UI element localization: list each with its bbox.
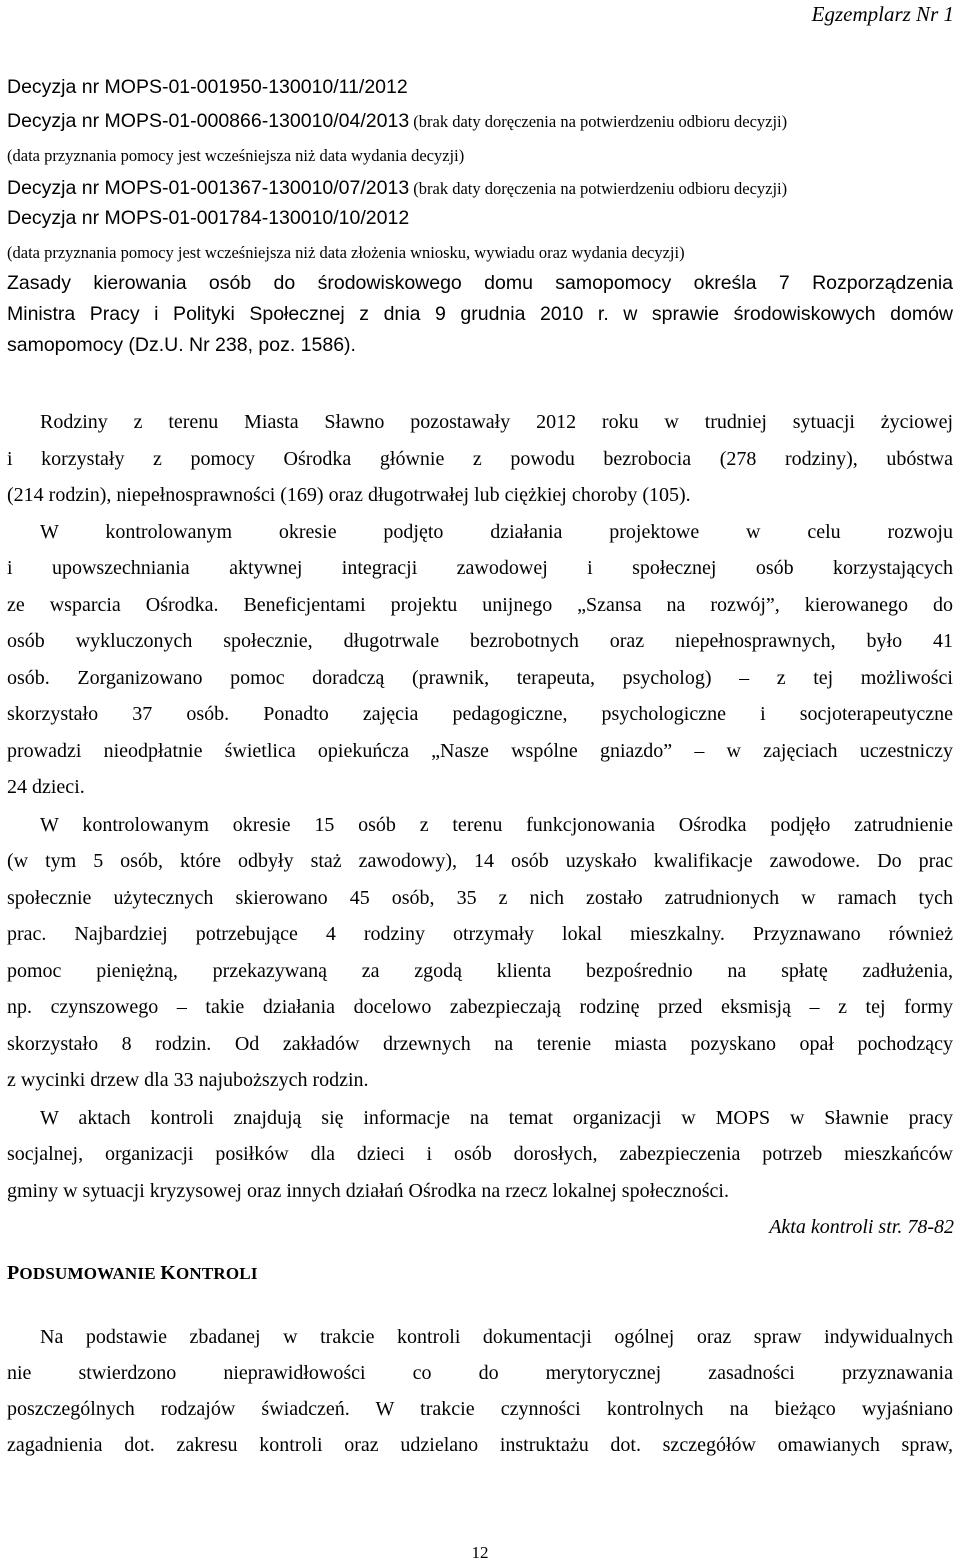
- text-line: W kontrolowanym okresie podjęto działania projektowe w celu rozwoju: [40, 521, 953, 543]
- page-number: 12: [471, 1543, 489, 1562]
- title-initial: K: [160, 1262, 176, 1284]
- section-title: [7, 1262, 258, 1285]
- decision-line-6: [7, 243, 685, 263]
- text-line: prac. Najbardziej potrzebujące 4 rodziny otrzymały lokal mieszkalny. Przyznawano również: [7, 923, 953, 945]
- text-line: 24 dzieci.: [7, 776, 85, 798]
- text-line: samopomocy (Dz.U. Nr 238, poz. 1586).: [7, 334, 356, 356]
- title-part: ODSUMOWANIE: [19, 1264, 161, 1283]
- copy-label: Egzemplarz Nr 1: [811, 2, 954, 26]
- text-line: socjalnej, organizacji posiłków dla dzieci i osób dorosłych, zabezpieczenia potrzeb mieszkańców: [7, 1143, 953, 1165]
- decision-note: (data przyznania pomocy jest wcześniejsza niż data wydania decyzji): [7, 146, 465, 165]
- decision-number: Decyzja nr MOPS-01-001367-130010/07/2013: [7, 177, 410, 199]
- text-line: skorzystało 8 rodzin. Od zakładów drzewnych na terenie miasta pozyskano opał pochodzący: [7, 1033, 953, 1055]
- decision-note: (brak daty doręczenia na potwierdzeniu odbioru decyzji): [409, 179, 788, 198]
- text-line: W aktach kontroli znajdują się informacje na temat organizacji w MOPS w Sławnie pracy: [40, 1107, 953, 1129]
- text-line: społecznie użytecznych skierowano 45 osób, 35 z nich zostało zatrudnionych w ramach tych: [7, 887, 953, 909]
- title-initial: P: [7, 1262, 20, 1284]
- text-line: i upowszechniania aktywnej integracji zawodowej i społecznej osób korzystających: [7, 557, 953, 579]
- text-line: i korzystały z pomocy Ośrodka głównie z powodu bezrobocia (278 rodziny), ubóstwa: [7, 448, 953, 470]
- decision-line-4: [7, 177, 787, 200]
- text-line: ze wsparcia Ośrodka. Beneficjentami projektu unijnego „Szansa na rozwój”, kierowanego do: [7, 594, 953, 616]
- decision-number: Decyzja nr MOPS-01-001950-130010/11/2012: [7, 76, 408, 98]
- text-line: (w tym 5 osób, które odbyły staż zawodowy), 14 osób uzyskało kwalifikacje zawodowe. Do prac: [7, 850, 953, 872]
- decision-line-1: [7, 76, 408, 99]
- decision-line-3: [7, 146, 464, 166]
- text-line: z wycinki drzew dla 33 najuboższych rodzin.: [7, 1069, 369, 1091]
- text-line: zagadnienia dot. zakresu kontroli oraz udzielano instruktażu dot. szczegółów omawianych spraw,: [7, 1434, 953, 1456]
- text-line: Zasady kierowania osób do środowiskowego domu samopomocy określa 7 Rozporządzenia: [7, 272, 953, 294]
- text-line: Na podstawie zbadanej w trakcie kontroli dokumentacji ogólnej oraz spraw indywidualnych: [40, 1326, 953, 1348]
- text-line: gminy w sytuacji kryzysowej oraz innych działań Ośrodka na rzecz lokalnej społeczności.: [7, 1180, 729, 1202]
- decision-number: Decyzja nr MOPS-01-000866-130010/04/2013: [7, 110, 410, 132]
- decision-line-5: [7, 207, 409, 230]
- text-line: W kontrolowanym okresie 15 osób z terenu funkcjonowania Ośrodka podjęło zatrudnienie: [40, 814, 953, 836]
- decision-number: Decyzja nr MOPS-01-001784-130010/10/2012: [7, 207, 410, 229]
- text-line: osób. Zorganizowano pomoc doradczą (prawnik, terapeuta, psycholog) – z tej możliwości: [7, 667, 953, 689]
- decision-note: (data przyznania pomocy jest wcześniejsza niż data złożenia wniosku, wywiadu oraz wydania decyzji): [7, 243, 685, 262]
- decision-note: (brak daty doręczenia na potwierdzeniu odbioru decyzji): [409, 112, 788, 131]
- text-line: nie stwierdzono nieprawidłowości co do merytorycznej zasadności przyznawania: [7, 1362, 953, 1384]
- text-line: (214 rodzin), niepełnosprawności (169) oraz długotrwałej lub ciężkiej choroby (105).: [7, 484, 691, 506]
- text-line: np. czynszowego – takie działania docelowo zabezpieczają rodzinę przed eksmisją – z tej formy: [7, 996, 953, 1018]
- text-line: osób wykluczonych społecznie, długotrwale bezrobotnych oraz niepełnosprawnych, było 41: [7, 630, 953, 652]
- reference-note: Akta kontroli str. 78-82: [769, 1216, 954, 1238]
- text-line: pomoc pieniężną, przekazywaną za zgodą klienta bezpośrednio na spłatę zadłużenia,: [7, 960, 953, 982]
- title-part: ONTROLI: [175, 1264, 258, 1283]
- text-line: poszczególnych rodzajów świadczeń. W trakcie czynności kontrolnych na bieżąco wyjaśniano: [7, 1398, 953, 1420]
- text-line: Rodziny z terenu Miasta Sławno pozostawały 2012 roku w trudniej sytuacji życiowej: [40, 411, 953, 433]
- text-line: Ministra Pracy i Polityki Społecznej z dnia 9 grudnia 2010 r. w sprawie środowiskowych domów: [7, 303, 953, 325]
- decision-line-2: [7, 110, 787, 133]
- text-line: prowadzi nieodpłatnie świetlica opiekuńcza „Nasze wspólne gniazdo” – w zajęciach uczestniczy: [7, 740, 953, 762]
- text-line: skorzystało 37 osób. Ponadto zajęcia pedagogiczne, psychologiczne i socjoterapeutyczne: [7, 703, 953, 725]
